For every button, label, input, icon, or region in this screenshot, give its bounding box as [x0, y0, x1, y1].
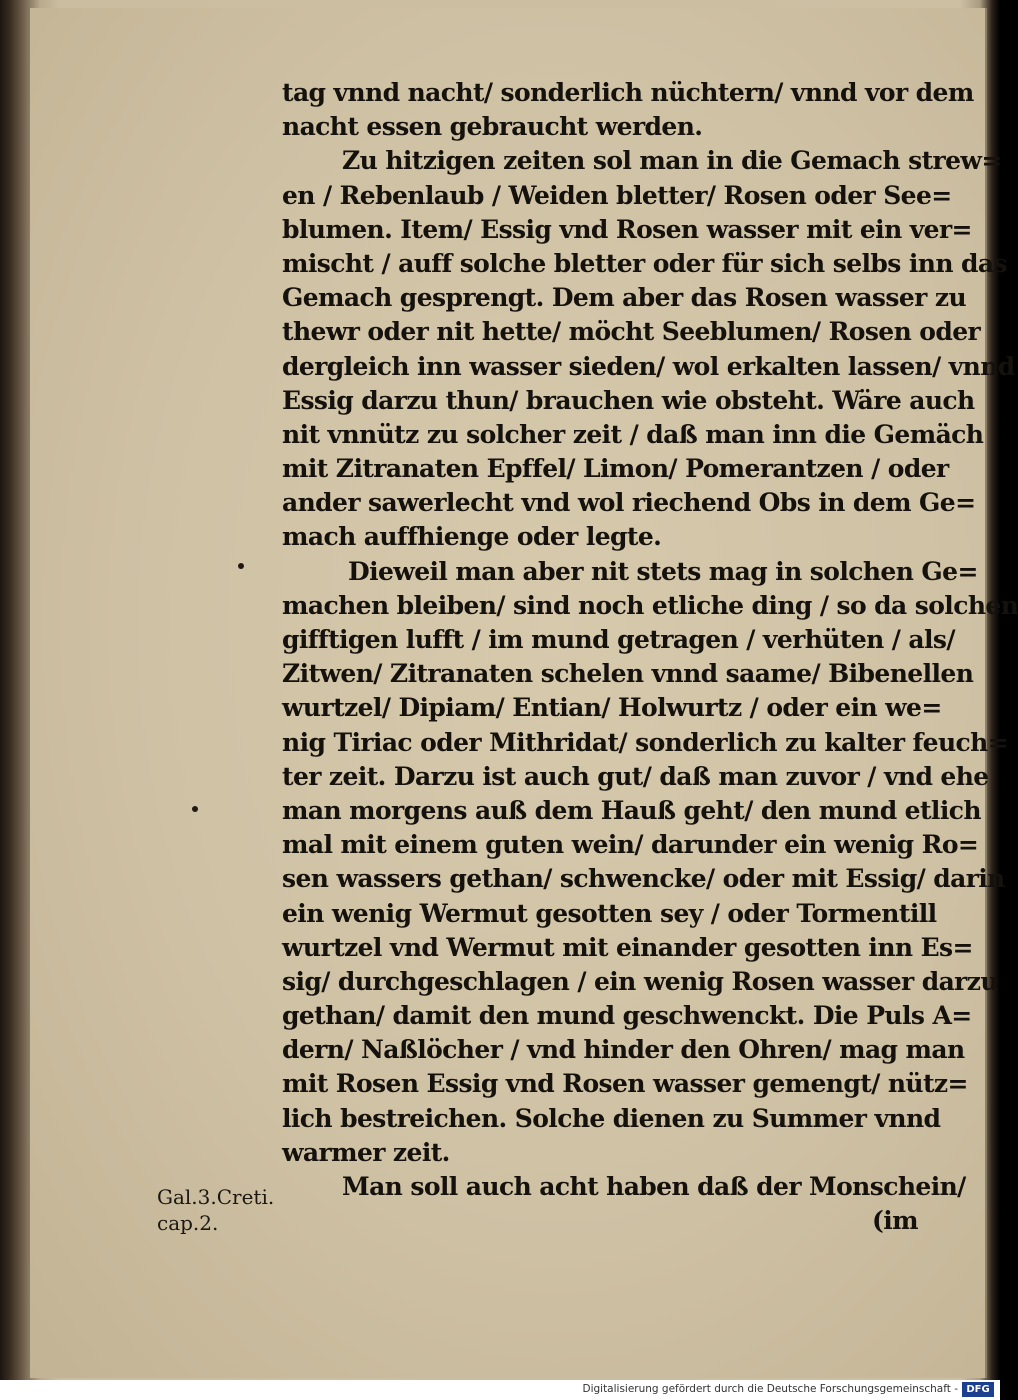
text-line: lich bestreichen. Solche dienen zu Summer vnnd: [282, 1103, 941, 1133]
funding-notice: Digitalisierung gefördert durch die Deutsche Forschungsgemeinschaft -: [582, 1383, 958, 1395]
text-line: warmer zeit.: [282, 1137, 450, 1167]
text-line: ein wenig Wermut gesotten sey / oder Tormentill: [282, 898, 937, 928]
text-line: nacht essen gebraucht werden.: [282, 112, 703, 142]
margin-note: [157, 1184, 282, 1236]
text-line: machen bleiben/ sind noch etliche ding / so da solchen: [282, 590, 1018, 620]
text-line: mischt / auff solche bletter oder für sich selbs inn das: [282, 248, 1007, 278]
text-line: nig Tiriac oder Mithridat/ sonderlich zu kalter feuch=: [282, 727, 1009, 757]
text-line: gethan/ damit den mund geschwenckt. Die Puls A=: [282, 1001, 972, 1031]
paragraph-start-line: Man soll auch acht haben daß der Monschein/: [342, 1172, 966, 1201]
text-line: thewr oder nit hette/ möcht Seeblumen/ Rosen oder: [282, 317, 981, 347]
text-line: tag vnnd nacht/ sonderlich nüchtern/ vnnd vor dem: [282, 78, 974, 107]
text-line: Essig darzu thun/ brauchen wie obsteht. Wäre auch: [282, 385, 975, 415]
text-line: dergleich inn wasser sieden/ wol erkalten lassen/ vnnd: [282, 351, 1015, 381]
paragraph-start-line: Zu hitzigen zeiten sol man in die Gemach strew=: [342, 146, 1002, 176]
ink-spot: [238, 563, 244, 569]
body-text: [282, 76, 1018, 1238]
catchword: (im: [872, 1206, 918, 1236]
margin-note-line: cap.2.: [157, 1211, 219, 1235]
text-line: mit Zitranaten Epffel/ Limon/ Pomerantzen / oder: [282, 454, 949, 484]
text-line: sen wassers gethan/ schwencke/ oder mit Essig/ darin: [282, 864, 1005, 894]
margin-note-line: Gal.3.Creti.: [157, 1185, 275, 1209]
text-line: dern/ Naßlöcher / vnd hinder den Ohren/ mag man: [282, 1035, 965, 1065]
ink-spot: [192, 806, 198, 812]
text-line: wurtzel/ Dipiam/ Entian/ Holwurtz / oder ein we=: [282, 693, 942, 723]
text-line: en / Rebenlaub / Weiden bletter/ Rosen oder See=: [282, 180, 952, 210]
text-line: Gemach gesprengt. Dem aber das Rosen wasser zu: [282, 283, 967, 313]
text-line: nit vnnütz zu solcher zeit / daß man inn die Gemäch: [282, 419, 984, 449]
text-line: mach auffhienge oder legte.: [282, 522, 662, 552]
paragraph-start-line: Dieweil man aber nit stets mag in solchen Ge=: [348, 556, 978, 586]
text-line: wurtzel vnd Wermut mit einander gesotten inn Es=: [282, 932, 973, 962]
text-line: mal mit einem guten wein/ darunder ein wenig Ro=: [282, 830, 979, 860]
text-line: blumen. Item/ Essig vnd Rosen wasser mit ein ver=: [282, 214, 972, 244]
text-line: ter zeit. Darzu ist auch gut/ daß man zuvor / vnd ehe: [282, 761, 989, 791]
footer-bar: [0, 1380, 1000, 1400]
text-line: ander sawerlecht vnd wol riechend Obs in dem Ge=: [282, 488, 976, 518]
text-line: man morgens auß dem Hauß geht/ den mund etlich: [282, 795, 981, 825]
dfg-logo: DFG: [962, 1382, 994, 1397]
text-line: sig/ durchgeschlagen / ein wenig Rosen wasser darzu: [282, 966, 998, 996]
text-line: Zitwen/ Zitranaten schelen vnnd saame/ Bibenellen: [282, 659, 974, 689]
text-line: mit Rosen Essig vnd Rosen wasser gemengt/ nütz=: [282, 1069, 968, 1099]
text-line: gifftigen lufft / im mund getragen / verhüten / als/: [282, 625, 955, 654]
